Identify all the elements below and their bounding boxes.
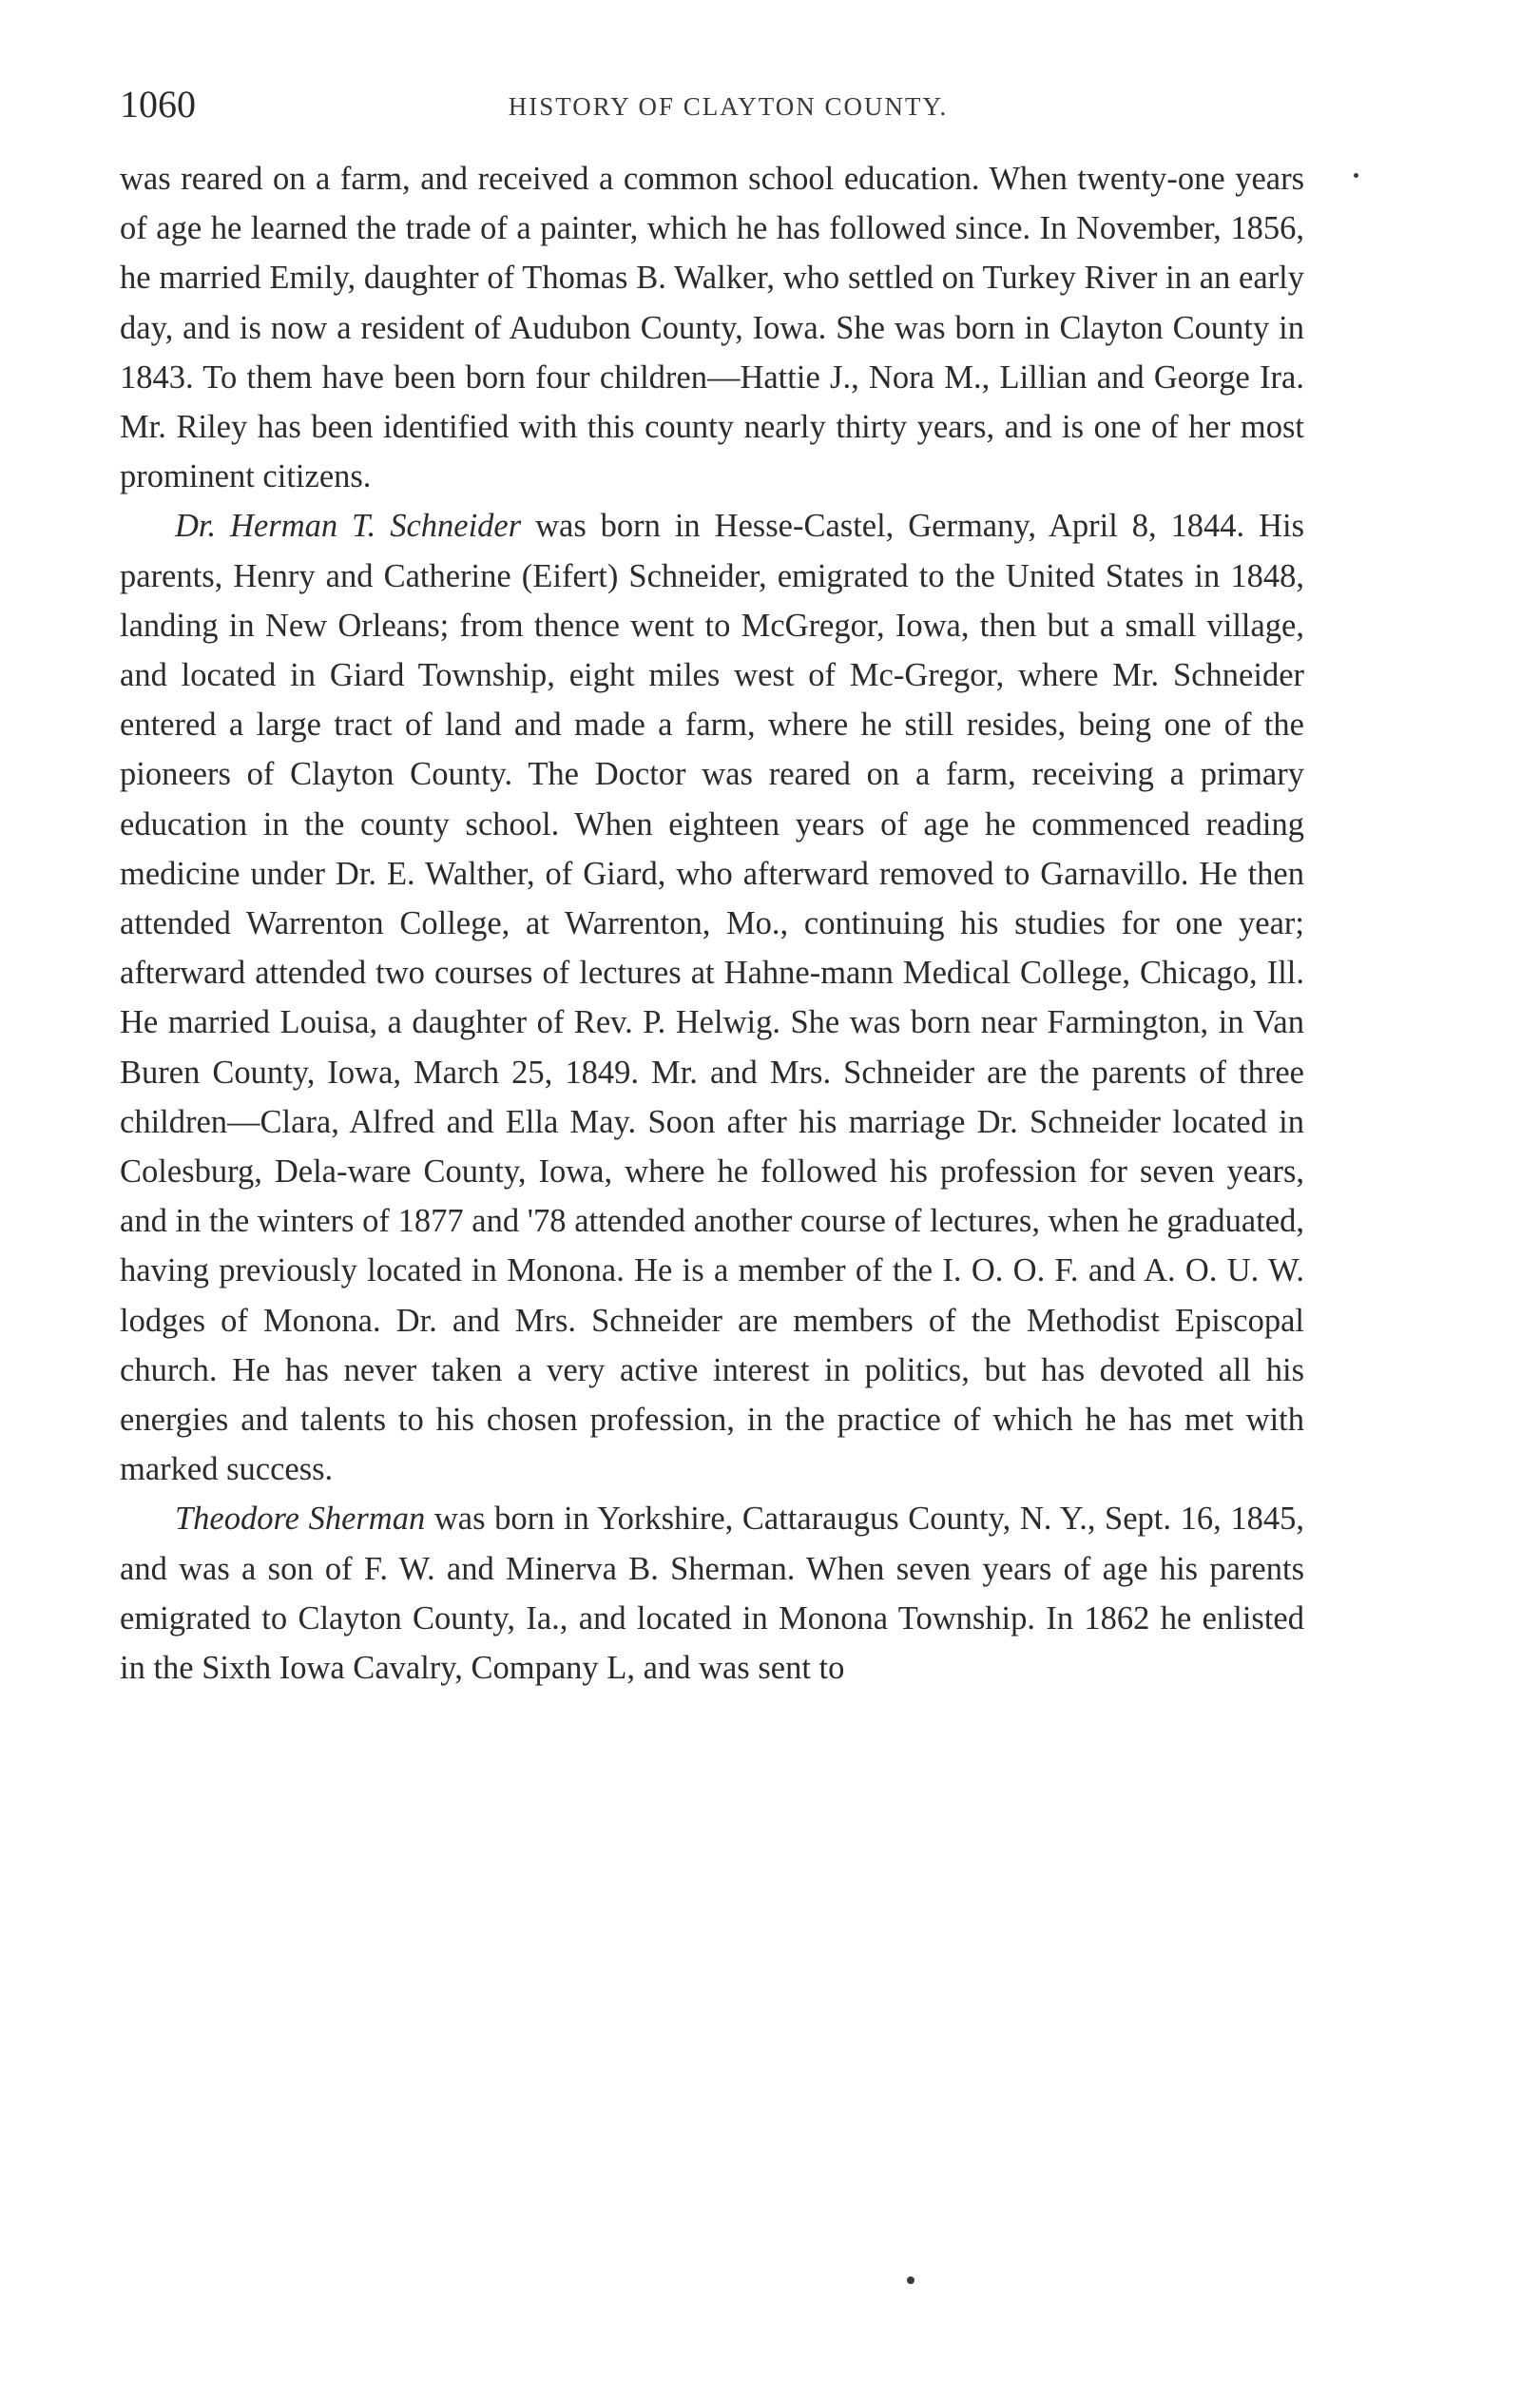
paragraph-text: was reared on a farm, and received a common school education. When twenty-one years of age he learned the trade of a painter, which he has followed since. In November, 1856, he married Emily, daughter of Thomas B. Walker, who settled on Turkey River in an early day, and is now a resident of Audubon County, Iowa. She was born in Clayton County in 1843. To them have been born four children—Hattie J., Nora M., Lillian and George Ira. Mr. Riley has been identified with this county nearly thirty years, and is one of her most prominent citizens. [120,161,1304,495]
paragraph-riley-continued [120,154,1304,501]
paragraph-sherman [120,1494,1304,1693]
paragraph-schneider [120,501,1304,1494]
page-number: 1060 [120,83,196,126]
body-text [120,154,1304,1693]
paragraph-text: was born in Hesse-Castel, Germany, April 8, 1844. His parents, Henry and Catherine (Eifert) Schneider, emigrated to the United States in 1848, landing in New Orleans; from thence went to McGregor, Iowa, then but a small village, and located in Giard Township, eight miles west of Mc-Gregor, where Mr. Schneider entered a large tract of land and made a farm, where he still resides, being one of the pioneers of Clayton County. The Doctor was reared on a farm, receiving a primary education in the county school. When eighteen years of age he commenced reading medicine under Dr. E. Walther, of Giard, who afterward removed to Garnavillo. He then attended Warrenton College, at Warrenton, Mo., continuing his studies for one year; afterward attended two courses of lectures at Hahne-mann Medical College, Chicago, Ill. He married Louisa, a daughter of Rev. P. Helwig. She was born near Farmington, in Van Buren County, Iowa, March 25, 1849. Mr. and Mrs. Schneider are the parents of three children—Clara, Alfred and Ella May. Soon after his marriage Dr. Schneider located in Colesburg, Dela-ware County, Iowa, where he followed his profession for seven years, and in the winters of 1877 and '78 attended another course of lectures, when he graduated, having previously located in Monona. He is a member of the I. O. O. F. and A. O. U. W. lodges of Monona. Dr. and Mrs. Schneider are members of the Methodist Episcopal church. He has never taken a very active interest in politics, but has devoted all his energies and talents to his chosen profession, in the practice of which he has met with marked success. [120,508,1304,1488]
ink-speck [907,2276,914,2284]
person-name: Theodore Sherman [175,1501,426,1538]
person-name: Dr. Herman T. Schneider [175,508,522,545]
running-title: HISTORY OF CLAYTON COUNTY. [508,92,949,121]
paragraph-text: was born in Yorkshire, Cattaraugus County, N. Y., Sept. 16, 1845, and was a son of F. W. and Minerva B. Sherman. When seven years of age his parents emigrated to Clayton County, Ia., and located in Monona Township. In 1862 he enlisted in the Sixth Iowa Cavalry, Company L, and was sent to [120,1501,1304,1687]
ink-speck [1354,173,1358,178]
page-header [120,80,1308,137]
